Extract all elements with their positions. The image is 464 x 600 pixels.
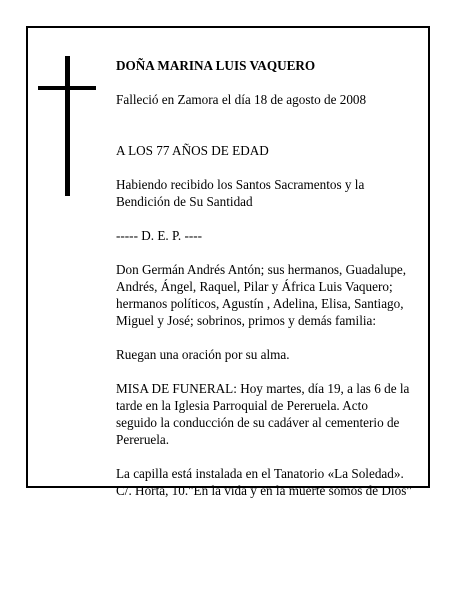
age-line: A LOS 77 AÑOS DE EDAD <box>116 143 269 158</box>
prayer-line: Ruegan una oración por su alma. <box>116 347 290 362</box>
sacraments-paragraph: Habiendo recibido los Santos Sacramentos y la Bendición de Su Santidad <box>116 177 365 209</box>
death-date-line: Falleció en Zamora el día 18 de agosto de 2008 <box>116 92 367 107</box>
rip-line: ----- D. E. P. ---- <box>116 228 203 243</box>
name-block <box>116 40 428 125</box>
deceased-name: DOÑA MARINA LUIS VAQUERO <box>116 58 316 73</box>
cross-horizontal-bar <box>38 86 96 90</box>
obituary-text <box>116 40 428 516</box>
obituary-card <box>26 26 430 498</box>
family-paragraph: Don Germán Andrés Antón; sus hermanos, Guadalupe, Andrés, Ángel, Raquel, Pilar y África Luis Vaquero; hermanos políticos, Agustín , Adelina, Elisa, Santiago, Miguel y José; sobrinos, primos y demás familia: <box>116 262 407 328</box>
cross-vertical-bar <box>65 56 70 196</box>
chapel-paragraph: La capilla está instalada en el Tanatorio «La Soledad». C/. Horta, 10."En la vida y en la muerte somos de Dios" <box>116 466 412 498</box>
funeral-paragraph: MISA DE FUNERAL: Hoy martes, día 19, a las 6 de la tarde en la Iglesia Parroquial de Pereruela. Acto seguido la conducción de su cadáver al cementerio de Pereruela. <box>116 381 410 447</box>
